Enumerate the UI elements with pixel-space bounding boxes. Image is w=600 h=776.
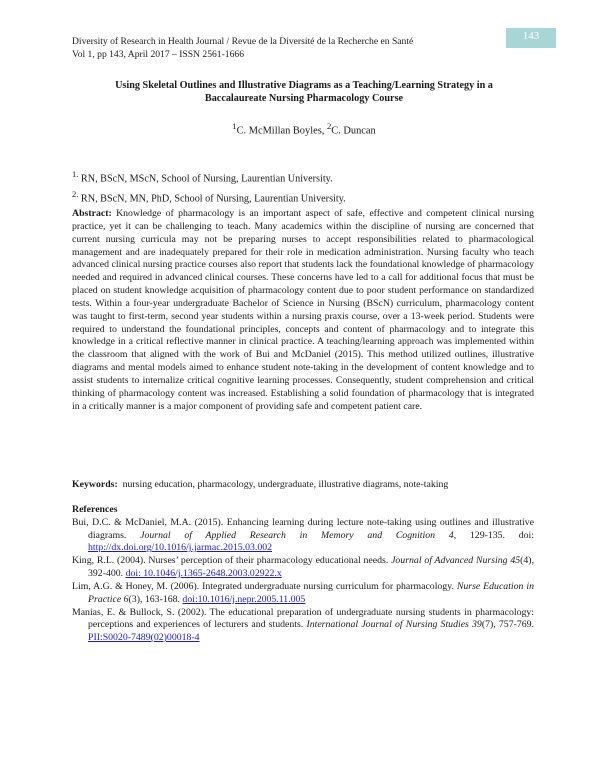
affiliation-1 xyxy=(72,167,536,187)
abstract-label: Abstract: xyxy=(72,208,112,219)
reference-pages: , 129-135. doi: xyxy=(453,529,535,541)
title-line-1: Using Skeletal Outlines and Illustrative Diagrams as a Teaching/Learning Strategy in a xyxy=(115,80,493,91)
reference-doi-link[interactable]: PII:S0020-7489(02)00018-4 xyxy=(88,631,200,643)
affiliation-marker: 1. xyxy=(72,169,79,179)
reference-journal: International Journal of Nursing Studies 39 xyxy=(306,619,482,631)
reference-text: King, R.L. (2004). Nurses’ perception of their pharmacology educational needs. xyxy=(72,555,392,567)
reference-item xyxy=(72,517,534,555)
author-2-superscript: 2 xyxy=(326,121,332,131)
reference-pages: (3), 163-168. xyxy=(128,593,183,605)
reference-item xyxy=(72,581,534,606)
keywords-label: Keywords: xyxy=(72,479,118,490)
affiliation-text: RN, BScN, MN, PhD, School of Nursing, Laurentian University. xyxy=(80,193,346,205)
reference-text: Bui, D.C. & McDaniel, M.A. (2015). Enhancing learning during lecture note-taking using outlines and illustrative diagrams. xyxy=(72,517,534,541)
reference-journal: Journal of Applied Research in Memory and Cognition 4 xyxy=(140,529,454,541)
author-1: C. McMillan Boyles, xyxy=(236,125,327,137)
abstract-section xyxy=(72,208,534,414)
author-1-superscript: 1 xyxy=(232,121,237,131)
reference-doi-link[interactable]: doi: 10.1046/j.1365-2648.2003.02922.x xyxy=(125,567,282,579)
references-heading: References xyxy=(72,504,118,515)
keywords-text: nursing education, pharmacology, undergraduate, illustrative diagrams, note-taking xyxy=(122,479,449,490)
reference-pages: (7), 757-769. xyxy=(481,619,535,631)
reference-text: Manias, E. & Bullock, S. (2002). The educational preparation of undergraduate nursing students in pharmacology: perceptions and experiences of lecturers and students. xyxy=(72,606,534,631)
page-number-badge: 143 xyxy=(506,28,556,48)
reference-journal: Nurse Education in Practice 6 xyxy=(88,580,534,605)
journal-name: Diversity of Research in Health Journal / Revue de la Diversité de la Recherche en Santé xyxy=(72,36,414,47)
affiliation-2 xyxy=(72,187,536,207)
article-title xyxy=(72,79,536,105)
affiliation-marker: 2. xyxy=(72,188,79,199)
reference-doi-link[interactable]: http://dx.doi.org/10.1016/j.jarmac.2015.03.002 xyxy=(88,542,273,554)
reference-doi-link[interactable]: doi:10.1016/j.nepr.2005.11.005 xyxy=(182,593,306,605)
keywords-section xyxy=(72,478,536,491)
reference-text: Lim, A.G. & Honey, M. (2006). Integrated undergraduate nursing curriculum for pharmacology. xyxy=(72,580,457,592)
affiliation-text: RN, BScN, MScN, School of Nursing, Laurentian University. xyxy=(80,173,333,185)
reference-item xyxy=(72,555,534,580)
journal-header xyxy=(72,36,502,61)
reference-item xyxy=(72,607,534,645)
title-line-2: Baccalaureate Nursing Pharmacology Course xyxy=(204,93,404,104)
affiliations xyxy=(72,167,536,207)
reference-pages: (4), 392-400. xyxy=(88,555,535,579)
references-list xyxy=(72,517,534,645)
author-list xyxy=(72,120,536,137)
reference-journal: Journal of Advanced Nursing 45 xyxy=(391,555,521,567)
abstract-text: Knowledge of pharmacology is an important aspect of safe, effective and competent clinical nursing practice, yet it can be challenging to teach. Many academics within the discipline of nursing are concerned that current nursing curricula may not be preparing nurses to accept responsibilities related to pharmacological management and are inadequately prepared for their role in medication administration. Nursing faculty who teach advanced clinical nursing practice courses also report that students lack the foundational knowledge of pharmacology needed and required in advanced clinical courses. These concerns have led to a call for additional focus that must be placed on student knowledge acquisition of pharmacology content due to poor student performance on standardized tests. Within a four-year undergraduate Bachelor of Science in Nursing (BScN) curriculum, pharmacology content was taught to first-term, second year students within a nursing praxis course, over a 13-week period. Students were required to understand the foundational principles, concepts and content of pharmacology and to integrate this knowledge in a critical reflective manner in clinical practice. A teaching/learning approach was implemented within the classroom that aligned with the work of Bui and McDaniel (2015). This method utilized outlines, illustrative diagrams and mental models aimed to enhance student note-taking in the development of content knowledge and to assist students to internalize critical cognitive learning processes. Consequently, student comprehension and critical thinking of pharmacology content was increased. Establishing a solid foundation of pharmacology that is integrated in a critically manner is a major component of providing safe and competent patient care. xyxy=(72,208,534,412)
author-2: C. Duncan xyxy=(331,125,376,137)
volume-info: Vol 1, pp 143, April 2017 – ISSN 2561-1666 xyxy=(72,48,244,60)
